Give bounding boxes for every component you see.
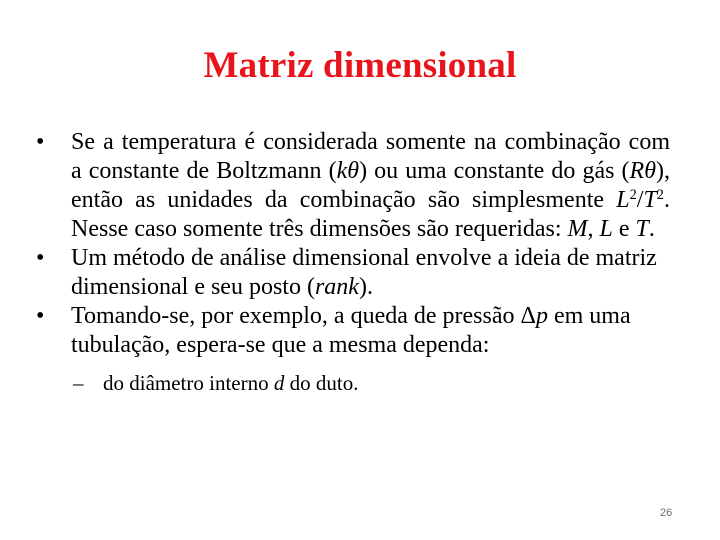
bullet-dimensional-matrix: • Um método de análise dimensional envolve a ideia de matriz dimensional e seu posto (rank). [36,245,657,300]
bullet-temperature: • Se a temperatura é considerada somente na combinação com a constante de Boltzmann (kθ) ou uma constante do gás (Rθ), então as unidades da combinação são simplesmente $L^2/T^2$. Nesse caso somente três dimensões são requeridas: M, L e T. [36,129,670,242]
bullet-marker: • [36,245,45,271]
sub-bullet-marker: – [73,371,84,395]
bullet-marker: • [36,303,45,329]
bullet-marker: • [36,129,45,155]
page-number: 26 [660,507,673,519]
bullet-pressure-drop: • Tomando-se, por exemplo, a queda de pressão Δp em uma tubulação, espera-se que a mesma dependa: [36,303,631,358]
slide-title: Matriz dimensional [203,45,517,86]
slide-body [36,128,670,396]
sub-item-diameter: – do diâmetro interno d do duto. [73,371,359,395]
